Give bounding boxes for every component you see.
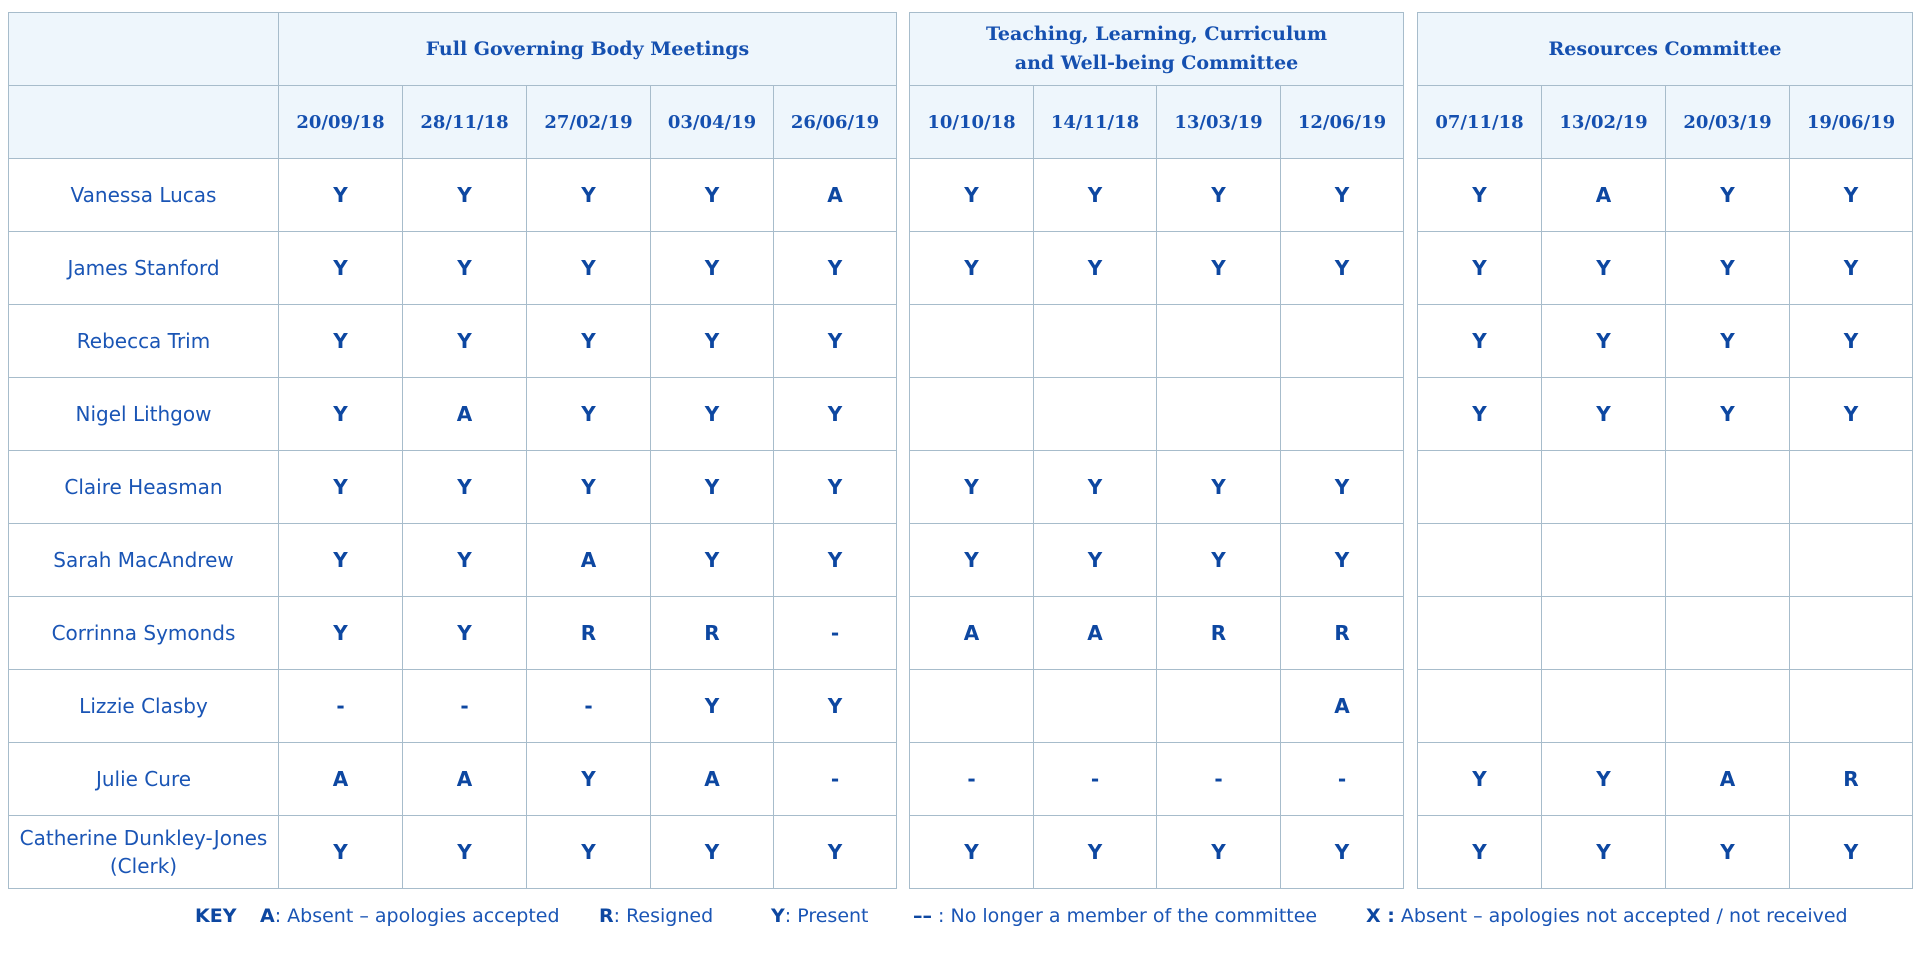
table-row — [910, 670, 1404, 743]
attendance-cell: Y — [1542, 305, 1666, 378]
attendance-cell — [1281, 305, 1404, 378]
member-name-line: Catherine Dunkley-Jones — [19, 826, 268, 850]
member-name: Rebecca Trim — [9, 305, 279, 378]
attendance-cell: A — [651, 743, 774, 816]
key-code: –– — [913, 905, 932, 927]
attendance-cell: Y — [1790, 159, 1913, 232]
attendance-cell: Y — [1790, 816, 1913, 889]
attendance-cell: Y — [527, 159, 651, 232]
attendance-cell: R — [651, 597, 774, 670]
attendance-cell: Y — [279, 524, 403, 597]
attendance-cell — [1034, 670, 1157, 743]
attendance-cell — [1666, 524, 1790, 597]
attendance-cell: A — [403, 743, 527, 816]
attendance-cell: Y — [651, 378, 774, 451]
table-row — [1418, 305, 1913, 378]
date-header: 20/03/19 — [1666, 86, 1790, 159]
key-description: : Present — [784, 905, 869, 927]
table-row — [910, 597, 1404, 670]
date-header: 20/09/18 — [279, 86, 403, 159]
attendance-cell: Y — [279, 816, 403, 889]
attendance-cell — [1542, 670, 1666, 743]
attendance-cell: Y — [910, 816, 1034, 889]
attendance-cell: - — [527, 670, 651, 743]
attendance-cell — [1790, 524, 1913, 597]
date-header: 28/11/18 — [403, 86, 527, 159]
attendance-cell: Y — [774, 816, 897, 889]
attendance-cell — [1034, 378, 1157, 451]
attendance-cell: Y — [1034, 524, 1157, 597]
attendance-cell: A — [1666, 743, 1790, 816]
member-name: Nigel Lithgow — [9, 378, 279, 451]
attendance-cell: Y — [1281, 159, 1404, 232]
table-row — [9, 670, 897, 743]
attendance-cell: Y — [403, 816, 527, 889]
attendance-cell — [1281, 378, 1404, 451]
table-row — [1418, 159, 1913, 232]
member-name: Julie Cure — [9, 743, 279, 816]
attendance-cell: Y — [1542, 232, 1666, 305]
attendance-cell: Y — [910, 159, 1034, 232]
attendance-cell: A — [279, 743, 403, 816]
date-header: 27/02/19 — [527, 86, 651, 159]
attendance-cell: R — [527, 597, 651, 670]
attendance-cell — [1790, 670, 1913, 743]
attendance-cell: Y — [1281, 524, 1404, 597]
attendance-cell: Y — [1666, 305, 1790, 378]
attendance-cell: Y — [403, 597, 527, 670]
member-name: Vanessa Lucas — [9, 159, 279, 232]
attendance-cell: Y — [774, 670, 897, 743]
attendance-cell — [1666, 597, 1790, 670]
attendance-cell: Y — [1542, 743, 1666, 816]
attendance-cell: Y — [1281, 232, 1404, 305]
member-name: Sarah MacAndrew — [9, 524, 279, 597]
attendance-cell: Y — [910, 451, 1034, 524]
attendance-cell: Y — [1157, 159, 1281, 232]
attendance-cell: - — [1034, 743, 1157, 816]
group-title-line: Teaching, Learning, Curriculum — [985, 23, 1328, 45]
table-row — [910, 305, 1404, 378]
date-header: 12/06/19 — [1281, 86, 1404, 159]
attendance-cell: Y — [403, 232, 527, 305]
corner-date-cell — [9, 86, 279, 159]
key-description: : No longer a member of the committee — [932, 905, 1318, 927]
attendance-cell: Y — [1034, 816, 1157, 889]
key-absent-not-accepted — [1366, 905, 1848, 927]
attendance-cell: - — [1157, 743, 1281, 816]
key-title — [195, 905, 236, 927]
table-row — [1418, 232, 1913, 305]
attendance-cell: Y — [1034, 232, 1157, 305]
attendance-cell — [1418, 524, 1542, 597]
attendance-cell: Y — [1034, 451, 1157, 524]
attendance-cell: A — [1542, 159, 1666, 232]
attendance-cell: Y — [651, 816, 774, 889]
table-row — [9, 597, 897, 670]
attendance-cell: Y — [1542, 816, 1666, 889]
attendance-cell: Y — [1666, 159, 1790, 232]
attendance-cell: Y — [1790, 378, 1913, 451]
key-description: Absent – apologies not accepted / not received — [1394, 905, 1848, 927]
date-header: 07/11/18 — [1418, 86, 1542, 159]
attendance-cell: Y — [1418, 232, 1542, 305]
member-name: James Stanford — [9, 232, 279, 305]
table-row — [9, 524, 897, 597]
attendance-cell: Y — [1790, 232, 1913, 305]
group-title-teaching-learning — [910, 13, 1404, 86]
attendance-cell: - — [403, 670, 527, 743]
attendance-cell: Y — [527, 743, 651, 816]
attendance-cell: A — [910, 597, 1034, 670]
attendance-cell: Y — [527, 451, 651, 524]
attendance-cell: Y — [403, 159, 527, 232]
attendance-key — [0, 905, 1920, 935]
attendance-cell: A — [1034, 597, 1157, 670]
attendance-cell: Y — [1157, 816, 1281, 889]
attendance-cell — [1157, 378, 1281, 451]
attendance-cell — [1542, 524, 1666, 597]
attendance-cell: Y — [774, 378, 897, 451]
date-header: 03/04/19 — [651, 86, 774, 159]
teaching-learning-committee-table — [909, 12, 1404, 889]
attendance-cell — [1418, 670, 1542, 743]
attendance-cell: Y — [1157, 451, 1281, 524]
table-row — [1418, 524, 1913, 597]
date-header: 13/02/19 — [1542, 86, 1666, 159]
attendance-cell: Y — [651, 232, 774, 305]
attendance-cell: Y — [774, 451, 897, 524]
member-name — [9, 816, 279, 889]
attendance-cell: A — [1281, 670, 1404, 743]
attendance-cell: Y — [651, 670, 774, 743]
attendance-cell: - — [910, 743, 1034, 816]
table-row — [9, 816, 897, 889]
attendance-cell: - — [279, 670, 403, 743]
attendance-cell: Y — [279, 232, 403, 305]
attendance-cell: Y — [1157, 232, 1281, 305]
attendance-cell: A — [527, 524, 651, 597]
attendance-cell: Y — [774, 524, 897, 597]
attendance-cell: Y — [403, 451, 527, 524]
attendance-cell: Y — [1034, 159, 1157, 232]
table-row — [9, 232, 897, 305]
table-row — [910, 451, 1404, 524]
member-name: Lizzie Clasby — [9, 670, 279, 743]
attendance-cell: Y — [1418, 378, 1542, 451]
key-no-longer-member — [913, 905, 1317, 927]
attendance-cell: A — [403, 378, 527, 451]
attendance-cell: Y — [527, 816, 651, 889]
attendance-cell: Y — [1281, 451, 1404, 524]
attendance-cell: Y — [403, 524, 527, 597]
attendance-cell — [1418, 451, 1542, 524]
table-row — [910, 816, 1404, 889]
attendance-cell: R — [1281, 597, 1404, 670]
attendance-cell: Y — [910, 232, 1034, 305]
table-row — [910, 524, 1404, 597]
table-row — [1418, 378, 1913, 451]
attendance-cell — [1666, 670, 1790, 743]
table-row — [9, 451, 897, 524]
attendance-cell: R — [1157, 597, 1281, 670]
attendance-cell: Y — [279, 451, 403, 524]
attendance-cell: - — [774, 743, 897, 816]
attendance-cell — [910, 378, 1034, 451]
key-description: : Resigned — [613, 905, 714, 927]
key-absent-accepted — [260, 905, 560, 927]
group-title-full-governing-body: Full Governing Body Meetings — [279, 13, 897, 86]
table-row — [9, 743, 897, 816]
attendance-cell: Y — [1418, 743, 1542, 816]
attendance-cell: Y — [651, 451, 774, 524]
attendance-cell: Y — [651, 305, 774, 378]
key-present — [771, 905, 869, 927]
table-row — [1418, 451, 1913, 524]
table-row — [1418, 670, 1913, 743]
attendance-cell — [1790, 597, 1913, 670]
attendance-cell: Y — [527, 232, 651, 305]
table-row — [9, 378, 897, 451]
date-header: 19/06/19 — [1790, 86, 1913, 159]
attendance-cell: Y — [403, 305, 527, 378]
attendance-cell: Y — [527, 378, 651, 451]
attendance-cell: Y — [651, 524, 774, 597]
attendance-cell: A — [774, 159, 897, 232]
attendance-cell: Y — [910, 524, 1034, 597]
attendance-cell: Y — [279, 597, 403, 670]
attendance-cell — [1157, 670, 1281, 743]
key-description: : Absent – apologies accepted — [274, 905, 560, 927]
attendance-cell: Y — [1666, 378, 1790, 451]
attendance-cell: - — [1281, 743, 1404, 816]
attendance-cell: Y — [1666, 816, 1790, 889]
attendance-cell: Y — [1418, 159, 1542, 232]
date-header: 14/11/18 — [1034, 86, 1157, 159]
member-name: Claire Heasman — [9, 451, 279, 524]
table-row — [1418, 816, 1913, 889]
member-role-line: (Clerk) — [109, 854, 178, 878]
attendance-cell — [1542, 451, 1666, 524]
resources-committee-table — [1417, 12, 1913, 889]
attendance-cell — [1034, 305, 1157, 378]
table-row — [910, 232, 1404, 305]
group-title-line: and Well-being Committee — [1014, 52, 1299, 74]
attendance-cell: Y — [1542, 378, 1666, 451]
attendance-cell: Y — [1418, 305, 1542, 378]
full-governing-body-table — [8, 12, 897, 889]
table-row — [910, 743, 1404, 816]
attendance-cell: Y — [1281, 816, 1404, 889]
attendance-cell: Y — [1157, 524, 1281, 597]
attendance-cell — [1157, 305, 1281, 378]
attendance-cell — [910, 670, 1034, 743]
date-header: 26/06/19 — [774, 86, 897, 159]
date-header: 13/03/19 — [1157, 86, 1281, 159]
attendance-cell: Y — [1790, 305, 1913, 378]
attendance-cell: R — [1790, 743, 1913, 816]
attendance-cell — [1418, 597, 1542, 670]
group-title-resources: Resources Committee — [1418, 13, 1913, 86]
attendance-cell: Y — [774, 305, 897, 378]
attendance-cell: Y — [279, 378, 403, 451]
key-code: R — [599, 905, 614, 927]
attendance-cell — [1666, 451, 1790, 524]
attendance-cell: - — [774, 597, 897, 670]
key-code: X : — [1366, 905, 1395, 927]
table-row — [910, 159, 1404, 232]
attendance-cell — [1790, 451, 1913, 524]
attendance-cell: Y — [279, 159, 403, 232]
table-row — [9, 305, 897, 378]
key-title-text: KEY — [195, 905, 237, 927]
attendance-cell: Y — [279, 305, 403, 378]
date-header: 10/10/18 — [910, 86, 1034, 159]
table-row — [1418, 743, 1913, 816]
corner-header-cell — [9, 13, 279, 86]
table-row — [9, 159, 897, 232]
attendance-cell: Y — [527, 305, 651, 378]
key-code: Y — [771, 905, 785, 927]
attendance-cell: Y — [1418, 816, 1542, 889]
member-name: Corrinna Symonds — [9, 597, 279, 670]
table-row — [1418, 597, 1913, 670]
attendance-cell — [910, 305, 1034, 378]
attendance-cell: Y — [1666, 232, 1790, 305]
attendance-cell: Y — [651, 159, 774, 232]
key-resigned — [599, 905, 713, 927]
key-code: A — [260, 905, 275, 927]
attendance-cell — [1542, 597, 1666, 670]
attendance-cell: Y — [774, 232, 897, 305]
table-row — [910, 378, 1404, 451]
